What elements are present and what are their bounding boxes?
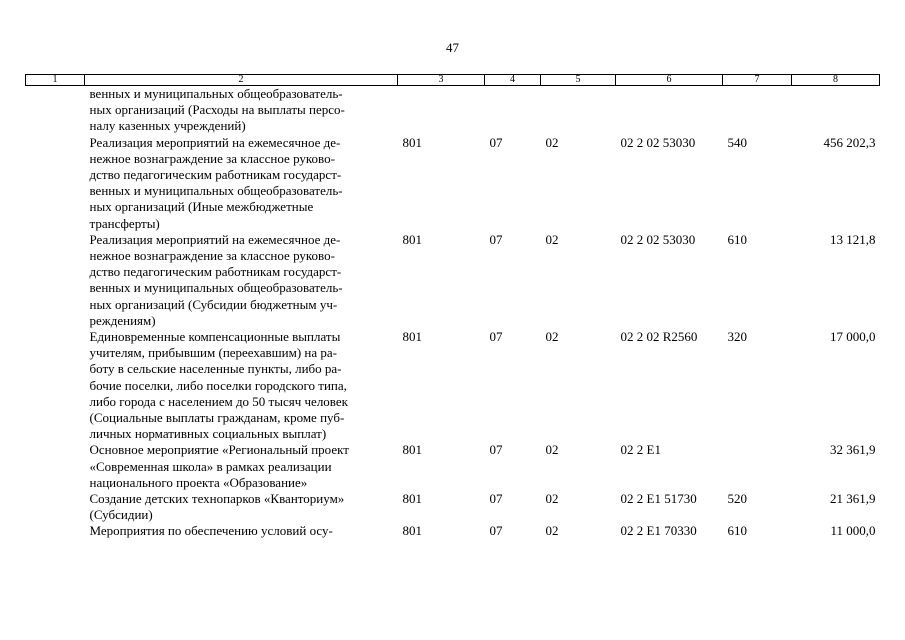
row-ministry-code <box>398 86 485 135</box>
row-kind-code: 540 <box>727 134 747 150</box>
row-section-code <box>485 86 541 135</box>
column-number-header <box>26 75 880 86</box>
column-header-6: 6 <box>616 75 723 86</box>
column-header-7: 7 <box>723 75 792 86</box>
row-ministry-code: 801 <box>402 523 422 539</box>
table-row <box>26 523 880 539</box>
row-kind-code: 610 <box>727 231 747 247</box>
row-section-code: 07 <box>489 134 503 150</box>
row-amount: 11 000,0 <box>830 523 876 539</box>
column-header-5: 5 <box>541 75 616 86</box>
row-section-code: 07 <box>489 231 503 247</box>
row-ministry-code: 801 <box>402 442 422 458</box>
row-amount <box>792 86 880 135</box>
row-blank-cell <box>26 523 85 539</box>
row-target-code: 02 2 02 53030 <box>620 134 696 150</box>
row-target-code: 02 2 E1 70330 <box>620 523 697 539</box>
column-header-8: 8 <box>792 75 880 86</box>
row-subsection-code: 02 <box>545 329 559 345</box>
row-ministry-code: 801 <box>402 134 422 150</box>
row-name-cell: Основное мероприятие «Региональный проект «Современная школа» в рамках реализации национального проекта «Образование» <box>89 442 349 490</box>
column-header-3: 3 <box>398 75 485 86</box>
table-row <box>26 491 880 523</box>
table-row <box>26 86 880 135</box>
row-target-code <box>616 86 723 135</box>
page-number: 47 <box>446 40 459 55</box>
row-amount: 456 202,3 <box>823 134 876 150</box>
table-row <box>26 135 880 232</box>
row-amount: 17 000,0 <box>830 329 876 345</box>
row-blank-cell <box>26 329 85 442</box>
column-header-1: 1 <box>26 75 85 86</box>
row-kind-code: 610 <box>727 523 747 539</box>
row-name-cell: Реализация мероприятий на ежемесячное де- нежное вознаграждение за классное руково- дство педагогическим работникам государст- венных и муниципальных общеобразователь- ных организаций (Субсидии бюджетным уч- реждениям) <box>89 231 343 328</box>
row-blank-cell <box>26 491 85 523</box>
budget-table <box>25 74 880 540</box>
row-name-cell: Мероприятия по обеспечению условий осу- <box>89 523 333 539</box>
row-amount: 21 361,9 <box>830 491 876 507</box>
row-kind-code: 520 <box>727 491 747 507</box>
table-row <box>26 232 880 329</box>
row-name-cell: Создание детских технопарков «Кванториум» (Субсидии) <box>89 491 345 523</box>
row-section-code: 07 <box>489 329 503 345</box>
row-section-code: 07 <box>489 491 503 507</box>
row-ministry-code: 801 <box>402 491 422 507</box>
row-subsection-code: 02 <box>545 231 559 247</box>
row-subsection-code: 02 <box>545 442 559 458</box>
row-subsection-code: 02 <box>545 523 559 539</box>
row-target-code: 02 2 E1 <box>620 442 661 458</box>
row-kind-code <box>723 86 792 135</box>
row-blank-cell <box>26 135 85 232</box>
row-kind-code <box>723 442 792 491</box>
row-target-code: 02 2 E1 51730 <box>620 491 697 507</box>
row-ministry-code: 801 <box>402 329 422 345</box>
table-body <box>26 86 880 540</box>
row-section-code: 07 <box>489 442 503 458</box>
row-name-cell: венных и муниципальных общеобразователь- ных организаций (Расходы на выплаты персо- налу казенных учреждений) <box>89 86 345 134</box>
row-kind-code: 320 <box>727 329 747 345</box>
column-header-4: 4 <box>485 75 541 86</box>
row-amount: 13 121,8 <box>830 231 876 247</box>
row-section-code: 07 <box>489 523 503 539</box>
row-subsection-code: 02 <box>545 491 559 507</box>
row-blank-cell <box>26 232 85 329</box>
row-amount: 32 361,9 <box>830 442 876 458</box>
row-name-cell: Реализация мероприятий на ежемесячное де- нежное вознаграждение за классное руково- дство педагогическим работникам государст- венных и муниципальных общеобразователь- ных организаций (Иные межбюджетные трансферты) <box>89 134 343 231</box>
row-target-code: 02 2 02 R2560 <box>620 329 698 345</box>
table-row <box>26 442 880 491</box>
row-subsection-code <box>541 86 616 135</box>
row-blank-cell <box>26 86 85 135</box>
table-row <box>26 329 880 442</box>
row-target-code: 02 2 02 53030 <box>620 231 696 247</box>
row-subsection-code: 02 <box>545 134 559 150</box>
row-ministry-code: 801 <box>402 231 422 247</box>
row-blank-cell <box>26 442 85 491</box>
row-name-cell: Единовременные компенсационные выплаты учителям, прибывшим (переехавшим) на ра- боту в сельские населенные пункты, либо ра- бочие поселки, либо поселки городского типа, либо города с населением до 50 тысяч человек (Социальные выплаты гражданам, кроме пуб- личных нормативных социальных выплат) <box>89 329 348 442</box>
column-header-2: 2 <box>85 75 398 86</box>
